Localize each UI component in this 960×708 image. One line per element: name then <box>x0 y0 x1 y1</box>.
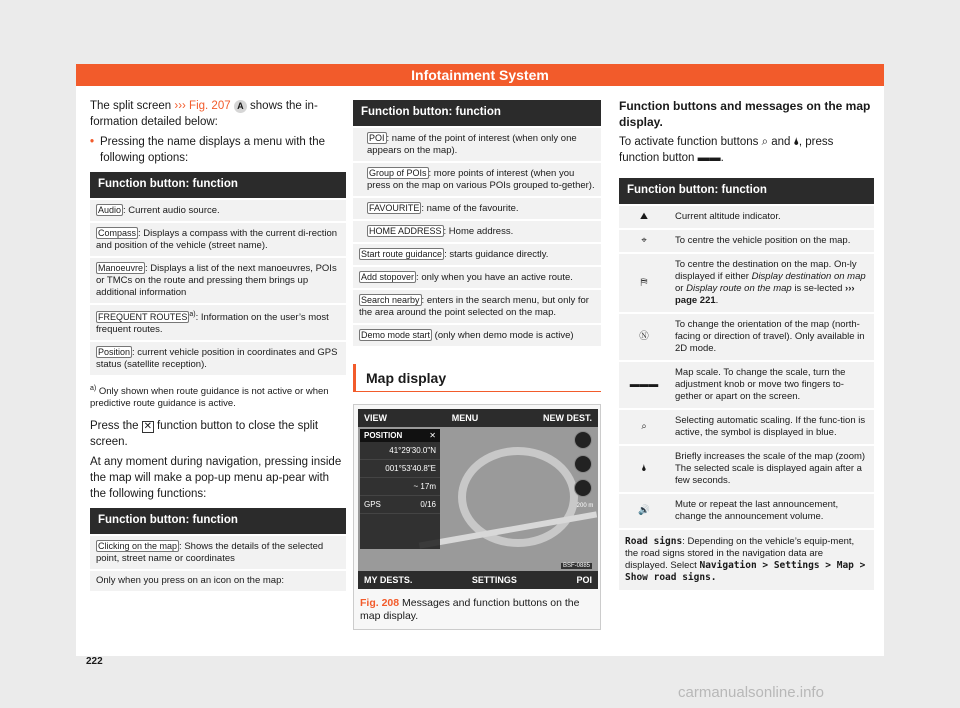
start-route-guidance-button[interactable]: Start route guidance <box>361 249 443 259</box>
table-row <box>353 323 601 346</box>
map-bottom-bar <box>358 571 598 589</box>
table-row <box>353 219 601 242</box>
map-controls <box>574 431 596 509</box>
settings-button[interactable]: SETTINGS <box>471 575 517 585</box>
row-text-part: . <box>715 295 719 306</box>
table-row <box>90 198 346 221</box>
table-row <box>619 204 874 228</box>
altitude: ~ 17m <box>360 478 440 496</box>
figure-code: BSF-0885 <box>562 563 590 569</box>
position-button[interactable]: Position <box>98 347 131 358</box>
row-text: Current altitude indicator. <box>675 211 781 222</box>
page-header: Infotainment System <box>76 64 884 86</box>
row-text: Mute or repeat the last announcement, change the announcement volume. <box>675 499 839 522</box>
position-title <box>360 429 440 442</box>
column-2 <box>353 100 601 630</box>
row-text: To change the orientation of the map (north-facing or direction of travel). Only available in 2D mode. <box>675 319 865 354</box>
row-text: : Home address. <box>443 226 514 237</box>
close-icon: ✕ <box>143 421 152 433</box>
table-header: Function button: function <box>90 508 346 534</box>
table-row <box>619 528 874 590</box>
compass-button[interactable]: Compass <box>98 228 137 238</box>
group-of-pois-button[interactable]: Group of POIs <box>369 168 427 178</box>
poi-button[interactable]: POI <box>369 133 385 143</box>
row-text: : starts guidance directly. <box>444 249 549 260</box>
press-text-2: function button to close the split screen. <box>90 420 319 449</box>
manual-page <box>76 64 884 667</box>
row-text: Selecting automatic scaling. If the func-tion is active, the symbol is displayed in blue. <box>675 415 866 438</box>
new-dest-button[interactable]: NEW DEST. <box>542 413 592 423</box>
scale-icon: ▬▬ <box>697 152 721 164</box>
clicking-on-map-button[interactable]: Clicking on the map <box>98 541 178 552</box>
table-row <box>353 161 601 196</box>
table-row <box>90 303 346 340</box>
row-text: : more points of interest (when you press on the map on various POIs grouped to-gether). <box>367 168 595 191</box>
callout-a: A <box>234 100 247 113</box>
row-text: : Depending on the vehicle’s equip-ment, the road signs stored in the navigation data are displayed. Select <box>625 536 855 571</box>
manoeuvre-button[interactable]: Manoeuvre <box>98 263 144 273</box>
position-label: POSITION <box>364 431 403 440</box>
road-signs-label: Road signs <box>625 536 683 547</box>
centre-vehicle-icon[interactable] <box>574 431 592 449</box>
figure-caption <box>354 593 600 629</box>
footnote <box>90 383 346 410</box>
table-row <box>619 492 874 528</box>
function-table-2 <box>90 508 346 591</box>
zoom-out-icon: ⌕ <box>761 136 769 148</box>
row-text: : Information on the user’s most frequent routes. <box>96 312 329 336</box>
row-text: : only when you have an active route. <box>416 272 573 283</box>
page-number: 222 <box>86 656 103 667</box>
page-link[interactable]: ››› page 221 <box>675 283 855 306</box>
north-icon: Ⓝ <box>639 331 649 342</box>
table-header: Function button: function <box>619 178 874 204</box>
function-table-3 <box>353 100 601 346</box>
row-text: : Displays a list of the next manoeuvres, POIs or TMCs on the route and pressing them brings up additional information <box>96 263 337 298</box>
demo-mode-start-button[interactable]: Demo mode start <box>361 330 431 340</box>
footnote-ref: a) <box>189 311 196 318</box>
table-row <box>90 534 346 569</box>
intro-text: The split screen <box>90 100 175 112</box>
add-stopover-button[interactable]: Add stopover <box>361 272 415 282</box>
activate-paragraph <box>619 134 874 166</box>
menu-option: Display destination on map <box>751 271 866 282</box>
row-text: : Shows the details of the selected point, street name or coordinates <box>96 541 324 565</box>
table-header: Function button: function <box>90 172 346 198</box>
close-icon[interactable]: ✕ <box>429 431 436 440</box>
para-text: . <box>720 152 724 164</box>
poi-map-button[interactable]: POI <box>576 575 592 585</box>
row-text: : current vehicle position in coordinates and GPS status (satellite reception). <box>96 347 338 371</box>
table-row <box>353 288 601 323</box>
centre-vehicle-icon: ⌖ <box>641 235 647 246</box>
intro-paragraph <box>90 98 346 130</box>
footnote-text: Only shown when route guidance is not active or when predictive route guidance is active. <box>90 386 329 410</box>
popup-paragraph: At any moment during navigation, pressing inside the map will make a pop-up menu ap-pear with the following functions: <box>90 456 342 501</box>
figure-208 <box>353 404 601 630</box>
row-text: : name of the favourite. <box>421 203 519 214</box>
para-text: and <box>768 136 794 148</box>
map-top-bar <box>358 409 598 427</box>
row-text: Map scale. To change the scale, turn the adjustment knob or move two fingers to-gether or apart on the screen. <box>675 367 846 402</box>
fig-207-link[interactable]: ››› Fig. 207 <box>174 100 231 112</box>
row-text: Briefly increases the scale of the map (zoom) The selected scale is displayed again after a few seconds. <box>675 451 866 486</box>
map-screenshot <box>358 409 598 589</box>
column-1 <box>86 98 346 667</box>
row-text-part: is se-lected <box>791 283 846 294</box>
table-row <box>619 228 874 252</box>
destination-icon: ⛿ <box>640 277 648 288</box>
press-text: Press the <box>90 420 142 433</box>
table-row <box>353 196 601 219</box>
bullet-item: • Pressing the name displays a menu with the following options: <box>90 134 346 166</box>
table-row <box>90 569 346 591</box>
auto-scale-icon: ⌕ <box>641 421 647 432</box>
row-text-part: To centre the destination on the map. On-ly displayed if either <box>675 259 857 282</box>
row-text <box>669 254 874 312</box>
table-row <box>619 408 874 444</box>
row-text-part: or <box>675 283 687 294</box>
table-row <box>353 126 601 161</box>
section-title: Map display <box>353 364 601 392</box>
table-row <box>619 444 874 492</box>
row-text: To centre the vehicle position on the map. <box>675 235 851 246</box>
longitude: 001°53'40.8"E <box>360 460 440 478</box>
row-text: Only when you press on an icon on the map: <box>96 575 285 587</box>
table-header: Function button: function <box>353 100 601 126</box>
footnote-mark: a) <box>90 385 97 393</box>
home-address-button[interactable]: HOME ADDRESS <box>369 226 442 236</box>
favourite-button[interactable]: FAVOURITE <box>369 203 420 213</box>
auto-scale-icon[interactable] <box>574 479 592 497</box>
gps-value: 0/16 <box>420 500 436 509</box>
scale-icon: ▬▬▬ <box>629 379 659 390</box>
table-row <box>619 312 874 360</box>
para-text: To activate function buttons <box>619 136 762 148</box>
north-icon[interactable] <box>574 455 592 473</box>
para-text: , press function button <box>619 136 834 164</box>
menu-button[interactable]: MENU <box>451 413 479 423</box>
speaker-icon: 🔊 <box>638 505 650 516</box>
table-row <box>353 265 601 288</box>
figure-ref: Fig. 208 <box>360 597 400 609</box>
table-row <box>619 252 874 312</box>
zoom-icon: 🌢 <box>641 463 647 474</box>
gps-status <box>360 496 440 514</box>
column-3 <box>619 98 874 590</box>
zoom-icon: 🌢 <box>793 136 799 148</box>
view-button[interactable]: VIEW <box>364 413 388 423</box>
intro-text-2: shows the in-formation detailed below: <box>90 100 318 128</box>
frequent-routes-button[interactable]: FREQUENT ROUTES <box>98 312 188 323</box>
table-row <box>90 221 346 256</box>
table-row <box>90 340 346 375</box>
section-heading: Function buttons and messages on the map display. <box>619 99 871 129</box>
row-text: : enters in the search menu, but only for the area around the point selected on the map. <box>359 295 589 318</box>
position-panel <box>360 429 440 549</box>
table-row <box>90 256 346 303</box>
function-table-1 <box>90 172 346 375</box>
function-table-4 <box>619 178 874 590</box>
table-row <box>619 360 874 408</box>
close-paragraph <box>90 418 346 450</box>
menu-path: Navigation > Settings > Map > Show road signs. <box>625 560 866 583</box>
watermark: carmanualsonline.info <box>678 684 824 701</box>
menu-option: Display route on the map <box>686 283 792 294</box>
gps-label: GPS <box>364 500 381 509</box>
audio-button[interactable]: Audio <box>98 205 122 215</box>
table-row <box>353 242 601 265</box>
scale-label: 200 m <box>576 503 594 509</box>
search-nearby-button[interactable]: Search nearby <box>361 295 420 305</box>
row-text: : name of the point of interest (when only one appears on the map). <box>367 133 577 156</box>
altitude-icon: ⛰ <box>640 211 648 222</box>
row-text: (only when demo mode is active) <box>432 330 574 341</box>
row-text: : Displays a compass with the current di-rection and position of the vehicle (street name). <box>96 228 338 251</box>
my-dests-button[interactable]: MY DESTS. <box>364 575 413 585</box>
caption-text: Messages and function buttons on the map display. <box>360 597 580 622</box>
latitude: 41°29'30.0"N <box>360 442 440 460</box>
row-text: : Current audio source. <box>123 205 220 216</box>
